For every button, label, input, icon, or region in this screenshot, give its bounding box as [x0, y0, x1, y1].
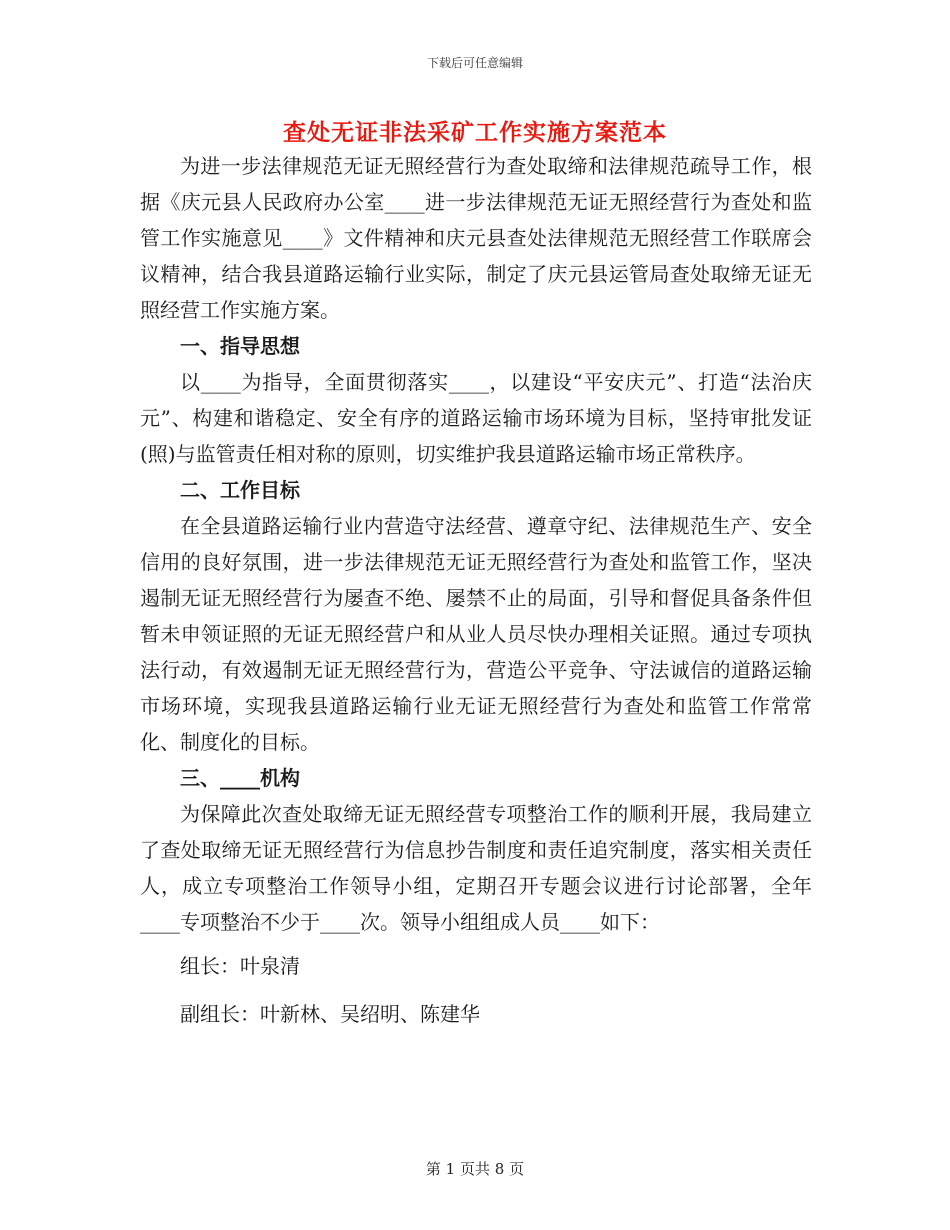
document-body	[140, 148, 812, 1036]
section-body-guiding-ideology: 以____为指导，全面贯彻落实____，以建设“平安庆元”、打造“法治庆元”、构建和谐稳定、安全有序的道路运输市场环境为目标，坚持审批发证(照)与监管责任相对称的原则，切实维护我县道路运输市场正常秩序。	[140, 370, 812, 466]
intro-paragraph: 为进一步法律规范无证无照经营行为查处取缔和法律规范疏导工作，根据《庆元县人民政府办公室____进一步法律规范无证无照经营行为查处和监管工作实施意见____》文件精神和庆元县查处法律规范无照经营工作联席会议精神，结合我县道路运输行业实际，制定了庆元县运管局查处取缔无证无照经营工作实施方案。	[140, 154, 812, 322]
member-deputy-leaders: 副组长：叶新林、吴绍明、陈建华	[180, 1002, 480, 1026]
section-heading-guiding-ideology: 一、指导思想	[180, 334, 300, 358]
member-leader: 组长：叶泉清	[180, 954, 300, 978]
section-body-organization: 为保障此次查处取缔无证无照经营专项整治工作的顺利开展，我局建立了查处取缔无证无照经营行为信息抄告制度和责任追究制度，落实相关责任人，成立专项整治工作领导小组，定期召开专题会议进行讨论部署，全年____专项整治不少于____次。领导小组组成人员____如下：	[140, 802, 812, 934]
page-number: 第 1 页共 8 页	[425, 1160, 525, 1178]
download-note: 下载后可任意编辑	[426, 56, 523, 70]
section-heading-organization: 三、____机构	[180, 766, 300, 790]
section-body-work-goals: 在全县道路运输行业内营造守法经营、遵章守纪、法律规范生产、安全信用的良好氛围，进一步法律规范无证无照经营行为查处和监管工作，坚决遏制无证无照经营行为屡查不绝、屡禁不止的局面，引导和督促具备条件但暂未申领证照的无证无照经营户和从业人员尽快办理相关证照。通过专项执法行动，有效遏制无证无照经营行为，营造公平竞争、守法诚信的道路运输市场环境，实现我县道路运输行业无证无照经营行为查处和监管工作常常化、制度化的目标。	[140, 514, 812, 754]
document-title: 查处无证非法采矿工作实施方案范本	[283, 119, 667, 146]
section-heading-work-goals: 二、工作目标	[180, 478, 300, 502]
